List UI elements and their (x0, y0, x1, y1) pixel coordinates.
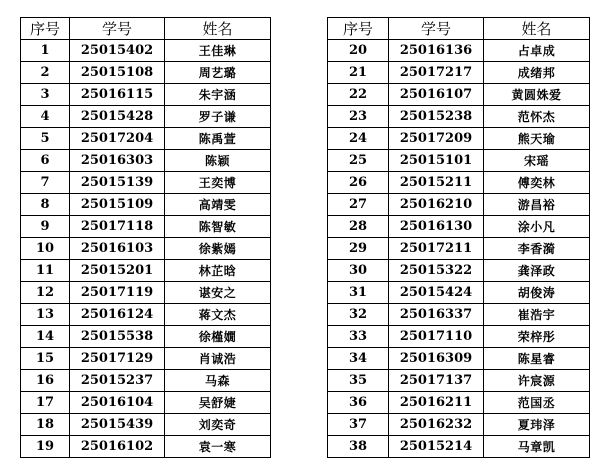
table-row (21, 348, 590, 370)
name-cell: 涂小凡 (484, 216, 590, 238)
column-gap (271, 326, 328, 348)
student-id-cell: 25016232 (389, 414, 484, 436)
name-cell: 罗子谦 (165, 106, 271, 128)
seq-cell: 9 (21, 216, 70, 238)
name-cell: 周艺璐 (165, 62, 271, 84)
column-gap (271, 172, 328, 194)
name-cell: 熊天瑜 (484, 128, 590, 150)
table-row (21, 326, 590, 348)
seq-cell: 6 (21, 150, 70, 172)
student-id-cell: 25015108 (70, 62, 165, 84)
seq-cell: 22 (328, 84, 389, 106)
seq-cell: 20 (328, 40, 389, 62)
student-id-cell: 25015238 (389, 106, 484, 128)
name-cell: 林芷晗 (165, 260, 271, 282)
column-gap (271, 40, 328, 62)
seq-cell: 2 (21, 62, 70, 84)
student-id-cell: 25015439 (70, 414, 165, 436)
seq-cell: 37 (328, 414, 389, 436)
name-cell: 高靖雯 (165, 194, 271, 216)
table-row (21, 238, 590, 260)
seq-cell: 5 (21, 128, 70, 150)
seq-cell: 18 (21, 414, 70, 436)
student-id-cell: 25015139 (70, 172, 165, 194)
name-cell: 吴舒婕 (165, 392, 271, 414)
roster-body (21, 40, 590, 458)
student-id-cell: 25015109 (70, 194, 165, 216)
seq-cell: 1 (21, 40, 70, 62)
name-cell: 陈颖 (165, 150, 271, 172)
student-id-cell: 25017217 (389, 62, 484, 84)
name-cell: 刘奕奇 (165, 414, 271, 436)
table-row (21, 40, 590, 62)
table-row (21, 260, 590, 282)
student-id-cell: 25015214 (389, 436, 484, 458)
name-cell: 荣梓彤 (484, 326, 590, 348)
header-name: 姓名 (165, 18, 271, 40)
student-id-cell: 25017211 (389, 238, 484, 260)
seq-cell: 4 (21, 106, 70, 128)
student-id-cell: 25017118 (70, 216, 165, 238)
name-cell: 马森 (165, 370, 271, 392)
column-gap (271, 436, 328, 458)
column-gap (271, 304, 328, 326)
student-id-cell: 25017209 (389, 128, 484, 150)
seq-cell: 7 (21, 172, 70, 194)
column-gap (271, 62, 328, 84)
student-id-cell: 25015428 (70, 106, 165, 128)
student-id-cell: 25015237 (70, 370, 165, 392)
table-row (21, 62, 590, 84)
seq-cell: 12 (21, 282, 70, 304)
name-cell: 游昌裕 (484, 194, 590, 216)
seq-cell: 29 (328, 238, 389, 260)
seq-cell: 14 (21, 326, 70, 348)
name-cell: 宋瑶 (484, 150, 590, 172)
student-id-cell: 25016136 (389, 40, 484, 62)
name-cell: 袁一寒 (165, 436, 271, 458)
name-cell: 范怀杰 (484, 106, 590, 128)
column-gap (271, 18, 328, 40)
student-id-cell: 25016303 (70, 150, 165, 172)
column-gap (271, 128, 328, 150)
student-id-cell: 25017137 (389, 370, 484, 392)
header-student-id: 学号 (70, 18, 165, 40)
student-id-cell: 25016102 (70, 436, 165, 458)
seq-cell: 25 (328, 150, 389, 172)
seq-cell: 11 (21, 260, 70, 282)
seq-cell: 31 (328, 282, 389, 304)
name-cell: 徐紫嫣 (165, 238, 271, 260)
student-id-cell: 25016130 (389, 216, 484, 238)
column-gap (271, 238, 328, 260)
seq-cell: 16 (21, 370, 70, 392)
name-cell: 谌安之 (165, 282, 271, 304)
name-cell: 王佳琳 (165, 40, 271, 62)
table-row (21, 414, 590, 436)
name-cell: 龚泽政 (484, 260, 590, 282)
name-cell: 朱宇涵 (165, 84, 271, 106)
name-cell: 胡俊涛 (484, 282, 590, 304)
seq-cell: 30 (328, 260, 389, 282)
seq-cell: 27 (328, 194, 389, 216)
name-cell: 陈星睿 (484, 348, 590, 370)
header-student-id: 学号 (389, 18, 484, 40)
column-gap (271, 84, 328, 106)
seq-cell: 21 (328, 62, 389, 84)
student-id-cell: 25016107 (389, 84, 484, 106)
student-id-cell: 25016337 (389, 304, 484, 326)
table-row (21, 216, 590, 238)
seq-cell: 38 (328, 436, 389, 458)
student-id-cell: 25015101 (389, 150, 484, 172)
seq-cell: 17 (21, 392, 70, 414)
column-gap (271, 106, 328, 128)
table-row (21, 370, 590, 392)
table-row (21, 150, 590, 172)
name-cell: 占卓成 (484, 40, 590, 62)
name-cell: 马章凯 (484, 436, 590, 458)
student-id-cell: 25015211 (389, 172, 484, 194)
seq-cell: 3 (21, 84, 70, 106)
column-gap (271, 348, 328, 370)
seq-cell: 13 (21, 304, 70, 326)
table-row (21, 172, 590, 194)
seq-cell: 8 (21, 194, 70, 216)
name-cell: 蒋文杰 (165, 304, 271, 326)
seq-cell: 26 (328, 172, 389, 194)
table-row (21, 128, 590, 150)
seq-cell: 33 (328, 326, 389, 348)
column-gap (271, 216, 328, 238)
student-id-cell: 25017110 (389, 326, 484, 348)
student-id-cell: 25015322 (389, 260, 484, 282)
student-id-cell: 25016210 (389, 194, 484, 216)
student-id-cell: 25016211 (389, 392, 484, 414)
name-cell: 李香漪 (484, 238, 590, 260)
name-cell: 傅奕林 (484, 172, 590, 194)
name-cell: 夏玮泽 (484, 414, 590, 436)
seq-cell: 36 (328, 392, 389, 414)
seq-cell: 10 (21, 238, 70, 260)
table-row (21, 304, 590, 326)
column-gap (271, 194, 328, 216)
student-id-cell: 25017129 (70, 348, 165, 370)
table-row (21, 84, 590, 106)
seq-cell: 35 (328, 370, 389, 392)
column-gap (271, 392, 328, 414)
column-gap (271, 260, 328, 282)
student-id-cell: 25016104 (70, 392, 165, 414)
student-id-cell: 25017119 (70, 282, 165, 304)
name-cell: 陈禹萱 (165, 128, 271, 150)
column-gap (271, 282, 328, 304)
column-gap (271, 150, 328, 172)
student-id-cell: 25016103 (70, 238, 165, 260)
column-gap (271, 414, 328, 436)
name-cell: 许宸源 (484, 370, 590, 392)
seq-cell: 28 (328, 216, 389, 238)
student-id-cell: 25015201 (70, 260, 165, 282)
seq-cell: 15 (21, 348, 70, 370)
student-id-cell: 25016115 (70, 84, 165, 106)
table-row (21, 106, 590, 128)
table-row (21, 282, 590, 304)
student-id-cell: 25015402 (70, 40, 165, 62)
seq-cell: 24 (328, 128, 389, 150)
table-row (21, 392, 590, 414)
name-cell: 范国丞 (484, 392, 590, 414)
seq-cell: 23 (328, 106, 389, 128)
header-seq: 序号 (328, 18, 389, 40)
student-id-cell: 25017204 (70, 128, 165, 150)
name-cell: 陈智敏 (165, 216, 271, 238)
name-cell: 崔浩宇 (484, 304, 590, 326)
name-cell: 肖诚浩 (165, 348, 271, 370)
seq-cell: 19 (21, 436, 70, 458)
table-row (21, 436, 590, 458)
header-name: 姓名 (484, 18, 590, 40)
name-cell: 成绪邦 (484, 62, 590, 84)
seq-cell: 34 (328, 348, 389, 370)
name-cell: 王奕博 (165, 172, 271, 194)
header-row (21, 18, 590, 40)
student-id-cell: 25016309 (389, 348, 484, 370)
column-gap (271, 370, 328, 392)
student-roster-table (20, 17, 590, 458)
table-row (21, 194, 590, 216)
name-cell: 黄圆姝爱 (484, 84, 590, 106)
header-seq: 序号 (21, 18, 70, 40)
name-cell: 徐槿嫺 (165, 326, 271, 348)
student-id-cell: 25016124 (70, 304, 165, 326)
student-id-cell: 25015424 (389, 282, 484, 304)
student-id-cell: 25015538 (70, 326, 165, 348)
seq-cell: 32 (328, 304, 389, 326)
